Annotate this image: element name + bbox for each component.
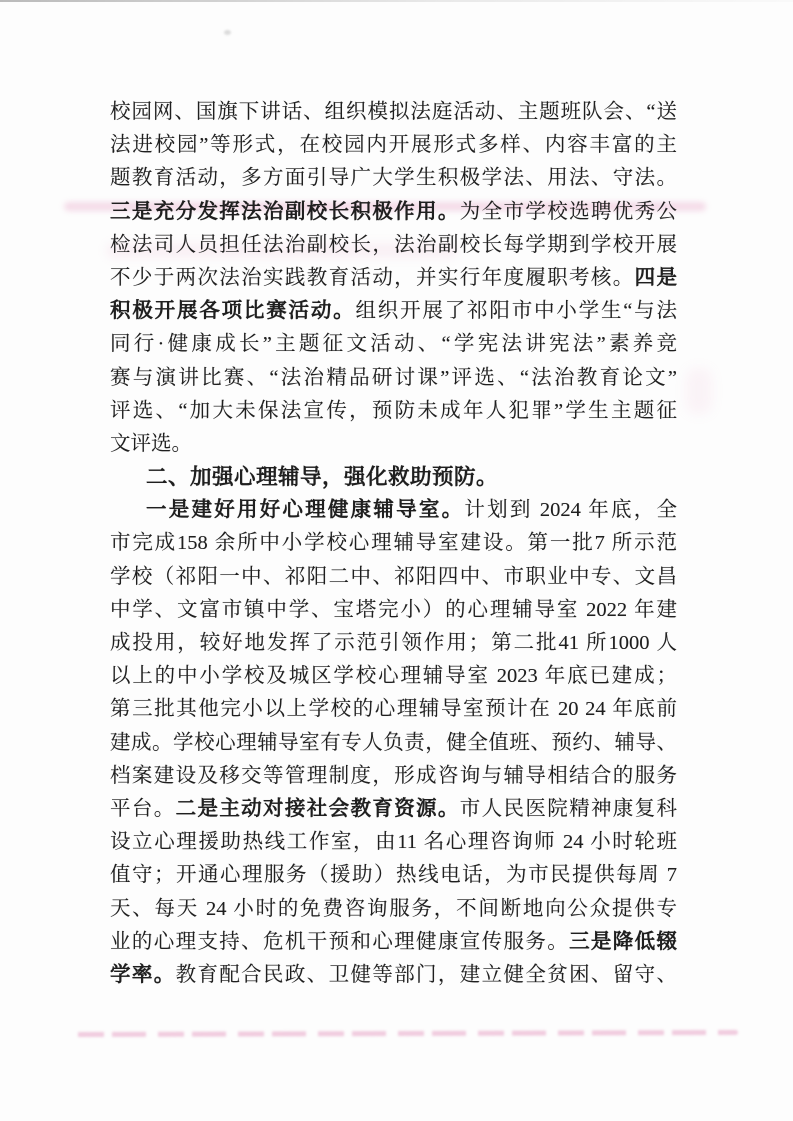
text-run: 市人民医院精神康复科 [459,797,678,820]
text-run: 建成。学校心理辅导室有专人负责，健全值班、预约、辅导、 [110,731,677,754]
text-run: 校园网、国旗下讲话、组织模拟法庭活动、主题班队会、“送 [110,101,677,123]
scan-speck [224,30,231,35]
text-line [110,660,677,693]
text-line [110,760,677,793]
text-run: 业的心理支持、危机干预和心理健康宣传服务。 [110,930,570,953]
text-line [110,129,677,162]
text-run: 平台。 [110,797,176,820]
text-run: 档案建设及移交等管理制度，形成咨询与辅导相结合的服务 [110,764,677,787]
text-line [110,893,677,926]
bold-run: 三是降低辍 [569,930,678,953]
text-run: 教育配合民政、卫健等部门，建立健全贫困、留守、 [175,963,678,986]
text-run: 题教育活动，多方面引导广大学生积极学法、用法、守法。 [110,167,677,190]
text-line [110,859,677,892]
text-run: 设立心理援助热线工作室，由11 名心理咨询师 24 小时轮班 [110,831,677,854]
text-line [110,561,677,594]
text-line [110,527,677,560]
text-run: 法进校园”等形式，在校园内开展形式多样、内容丰富的主 [110,134,677,157]
bold-run: 学率。 [110,963,176,986]
text-run: 学校（祁阳一中、祁阳二中、祁阳四中、市职业中专、文昌 [110,565,677,588]
text-run: 文评选。 [110,432,192,455]
text-run: 为全市学校选聘优秀公 [459,200,678,223]
text-line [110,262,677,295]
text-line [110,627,677,660]
text-run: 计划到 2024 年底，全 [464,499,678,522]
bold-run: 积极开展各项比赛活动。 [110,300,356,323]
document-text [110,96,677,992]
text-run: 中学、文富市镇中学、宝塔完小）的心理辅导室 2022 年建 [110,598,677,621]
bold-run: 二是主动对接社会教育资源。 [175,797,460,820]
text-run: 成投用，较好地发挥了示范引领作用；第二批41 所1000 人 [110,632,677,654]
bold-run: 二、加强心理辅导，强化救助预防。 [146,465,499,490]
text-line [110,428,677,461]
text-line [110,494,677,527]
scan-artifact-pink-squiggle-bottom [66,1030,738,1037]
text-line [110,295,677,328]
text-run: 第三批其他完小以上学校的心理辅导室预计在 20 24 年底前 [110,698,677,721]
text-run: 市完成158 余所中小学校心理辅导室建设。第一批7 所示范 [110,532,677,555]
text-line [110,693,677,726]
text-line [110,727,677,760]
text-run: 组织开展了祁阳市中小学生“与法 [355,300,678,323]
text-line [110,229,677,262]
scan-edge-shadow [0,0,793,2]
text-line [110,926,677,959]
text-line [110,826,677,859]
text-run: 以上的中小学校及城区学校心理辅导室 2023 年底已建成； [110,665,677,688]
text-line [110,395,677,428]
text-line [110,362,677,395]
bold-run: 三是充分发挥法治副校长积极作用。 [110,200,460,223]
text-run: 值守；开通心理服务（援助）热线电话，为市民提供每周 7 [110,864,677,887]
text-run: 赛与演讲比赛、“法治精品研讨课”评选、“法治教育论文” [110,366,677,389]
text-run: 天、每天 24 小时的免费咨询服务，不间断地向公众提供专 [110,897,677,920]
text-line [110,162,677,195]
bold-run: 四是 [634,266,678,289]
section-heading [110,461,677,494]
text-line [110,196,677,229]
text-run: 评选、“加大未保法宣传，预防未成年人犯罪”学生主题征 [110,399,677,422]
scan-artifact-pink-smudge-right [686,368,712,414]
bold-run: 一是建好用好心理健康辅导室。 [146,499,465,522]
text-line [110,793,677,826]
text-run: 同行·健康成长”主题征文活动、“学宪法讲宪法”素养竞 [110,333,677,356]
text-run: 检法司人员担任法治副校长，法治副校长每学期到学校开展 [110,233,677,256]
text-line [110,328,677,361]
text-run: 不少于两次法治实践教育活动，并实行年度履职考核。 [110,266,635,289]
text-line [110,594,677,627]
text-line [110,96,677,129]
text-line [110,959,677,992]
